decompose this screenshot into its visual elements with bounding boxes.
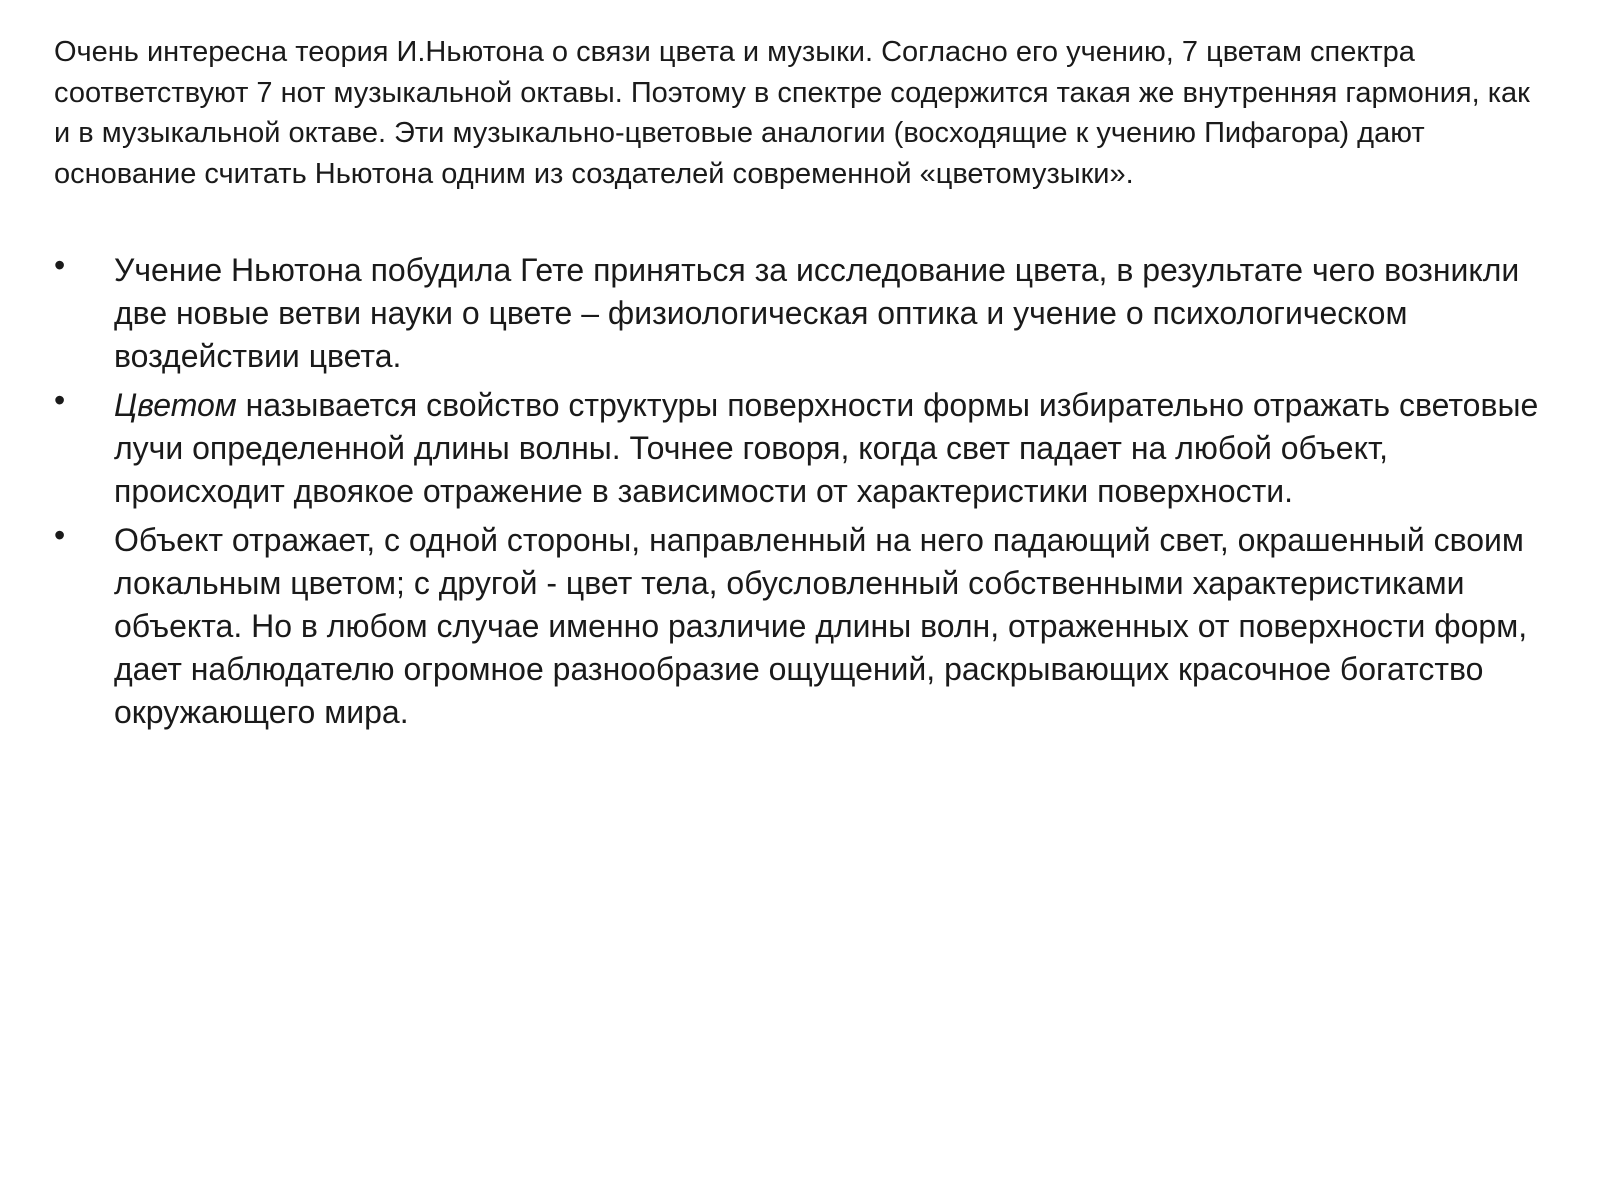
bullet-marker: • [54,247,66,283]
bullet-item-color-definition [54,384,1554,513]
bullet-marker: • [54,382,66,418]
bullet-text: называется свойство структуры поверхности формы избирательно отражать световые лучи определенной длины волны. Точнее говоря, когда свет падает на любой объект, происходит двоякое отражение в зависимости от характеристики поверхности. [114,387,1539,509]
bullet-item-newton-goethe [54,249,1554,378]
bullet-marker: • [54,517,66,553]
intro-paragraph: Очень интересна теория И.Ньютона о связи цвета и музыки. Согласно его учению, 7 цветам спектра соответствуют 7 нот музыкальной октавы. Поэтому в спектре содержится такая же внутренняя гармония, как и в музыкальной октаве. Эти музыкально-цветовые аналогии (восходящие к учению Пифагора) дают основание считать Ньютона одним из создателей современной «цветомузыки». [54,36,1530,190]
bullet-text: Учение Ньютона побудила Гете приняться за исследование цвета, в результате чего возникли две новые ветви науки о цвете – физиологическая оптика и учение о психологическом воздействии цвета. [114,252,1520,374]
bullet-item-object-reflection [54,519,1554,734]
bullet-text: Объект отражает, с одной стороны, направленный на него падающий свет, окрашенный своим локальным цветом; с другой - цвет тела, обусловленный собственными характеристиками объекта. Но в любом случае именно различие длины волн, отраженных от поверхности форм, дает наблюдателю огромное разнообразие ощущений, раскрывающих красочное богатство окружающего мира. [114,522,1528,730]
bullet-term: Цветом [114,387,237,423]
bullet-list [54,249,1554,740]
